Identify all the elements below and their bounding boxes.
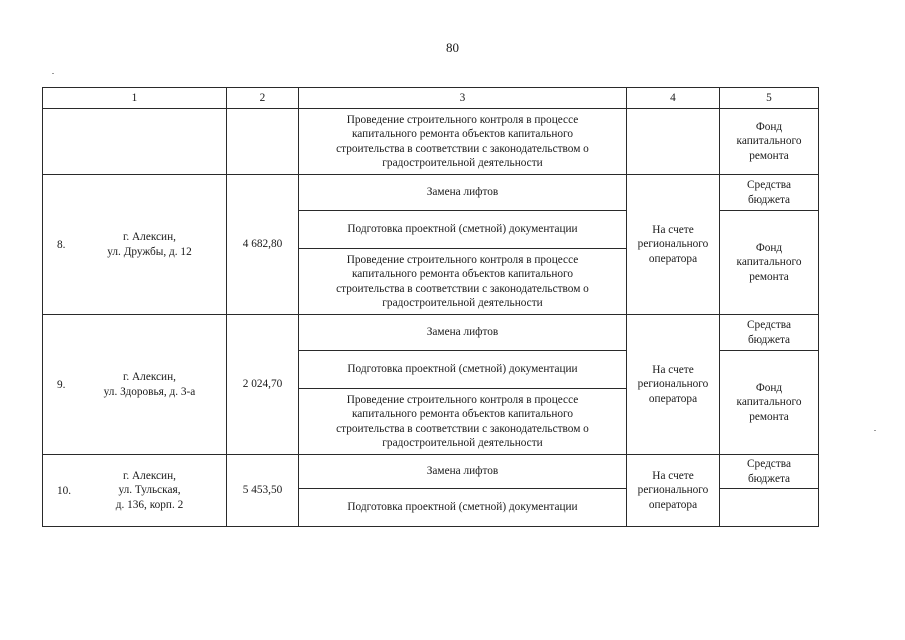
address-line: ул. Дружбы, д. 12: [107, 245, 192, 258]
address-cell: [43, 315, 227, 455]
row-number: 8.: [57, 238, 66, 251]
address-line: ул. Здоровья, д. 3-а: [103, 385, 196, 398]
source-text: Средства: [747, 179, 791, 191]
account-text: На счете: [652, 223, 694, 236]
source-text: бюджета: [747, 333, 791, 346]
cost-cell: 4 682,80: [227, 175, 299, 315]
source-text: Фонд: [755, 120, 783, 133]
work-text: строительства в соответствии с законодательством о: [336, 142, 589, 155]
account-text: оператора: [648, 498, 698, 511]
account-text: регионального: [637, 238, 709, 251]
work-cell-design: Подготовка проектной (сметной) документации: [299, 489, 627, 527]
account-cell: [627, 175, 720, 315]
cost-cell: [227, 109, 299, 175]
account-text: регионального: [637, 378, 709, 391]
source-text: бюджета: [747, 193, 791, 206]
address-line: д. 136, корп. 2: [115, 498, 184, 511]
table-header-row: [43, 88, 819, 109]
source-text: Фонд: [755, 381, 783, 394]
work-text: градостроительной деятельности: [382, 437, 543, 449]
source-cell-budget: [720, 315, 819, 351]
work-text: градостроительной деятельности: [382, 297, 543, 309]
address-line: ул. Тульская,: [118, 484, 181, 497]
work-cell-design: Подготовка проектной (сметной) документации: [299, 211, 627, 249]
work-cell-control: [299, 389, 627, 455]
work-text: Проведение строительного контроля в процессе: [346, 253, 579, 266]
source-text: бюджета: [747, 472, 791, 485]
address-line: г. Алексин,: [123, 371, 176, 383]
source-cell-budget: [720, 175, 819, 211]
table-row: [43, 315, 819, 351]
account-cell: [627, 109, 720, 175]
work-cell-control: [299, 109, 627, 175]
cost-cell: 5 453,50: [227, 455, 299, 527]
source-text: Средства: [747, 458, 791, 470]
col-header-1: 1: [43, 88, 227, 109]
col-header-4: 4: [627, 88, 720, 109]
work-text: капитального ремонта объектов капитального: [351, 408, 574, 420]
work-text: капитального ремонта объектов капитального: [351, 268, 574, 280]
col-header-3: 3: [299, 88, 627, 109]
source-text: Средства: [747, 319, 791, 331]
source-text: капитального: [736, 256, 802, 269]
work-text: капитального ремонта объектов капитального: [351, 128, 574, 140]
account-text: На счете: [652, 363, 694, 376]
col-header-5: 5: [720, 88, 819, 109]
address-cell: [43, 109, 227, 175]
account-text: На счете: [652, 469, 694, 482]
page-number: 80: [446, 40, 459, 55]
source-cell-fund: [720, 351, 819, 455]
source-text: капитального: [736, 396, 802, 409]
work-text: Проведение строительного контроля в процессе: [346, 113, 579, 126]
table-row: [43, 109, 819, 175]
row-number: 10.: [57, 484, 72, 497]
work-text: строительства в соответствии с законодательством о: [336, 282, 589, 295]
account-text: оператора: [648, 252, 698, 265]
objects-table: [42, 87, 819, 527]
work-cell-design: Подготовка проектной (сметной) документации: [299, 351, 627, 389]
table-row: [43, 455, 819, 489]
source-cell-budget: [720, 455, 819, 489]
address-cell: [43, 175, 227, 315]
source-text: ремонта: [749, 270, 789, 283]
work-cell-lifts: Замена лифтов: [299, 175, 627, 211]
work-text: Проведение строительного контроля в процессе: [346, 393, 579, 406]
source-cell-fund: [720, 211, 819, 315]
account-cell: [627, 315, 720, 455]
source-text: ремонта: [749, 410, 789, 423]
row-number: 9.: [57, 378, 66, 391]
scan-speck: [52, 73, 54, 74]
cost-cell: 2 024,70: [227, 315, 299, 455]
source-cell-fund: [720, 109, 819, 175]
address-line: г. Алексин,: [123, 231, 176, 243]
scan-speck: [874, 430, 876, 431]
source-text: капитального: [736, 135, 802, 148]
work-cell-lifts: Замена лифтов: [299, 455, 627, 489]
source-cell-empty: [720, 489, 819, 527]
work-cell-control: [299, 249, 627, 315]
work-cell-lifts: Замена лифтов: [299, 315, 627, 351]
account-text: оператора: [648, 392, 698, 405]
address-line: г. Алексин,: [123, 469, 176, 482]
col-header-2: 2: [227, 88, 299, 109]
work-text: строительства в соответствии с законодательством о: [336, 422, 589, 435]
work-text: градостроительной деятельности: [382, 157, 543, 169]
table-row: [43, 175, 819, 211]
address-cell: [43, 455, 227, 527]
account-text: регионального: [637, 484, 709, 497]
source-text: Фонд: [755, 241, 783, 254]
source-text: ремонта: [749, 149, 789, 162]
account-cell: [627, 455, 720, 527]
